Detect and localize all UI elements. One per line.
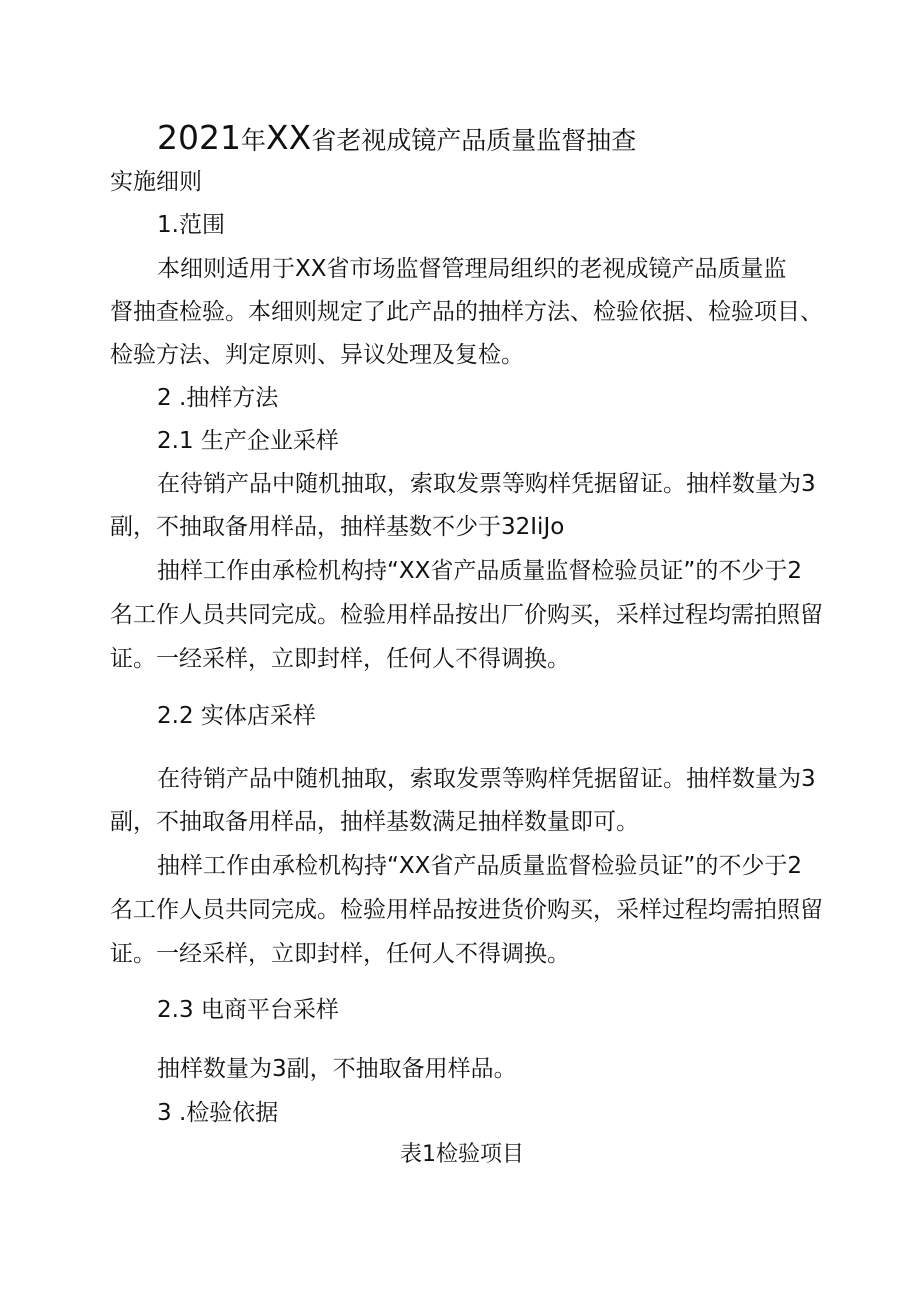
subsection-heading-ecommerce: 2.3 电商平台采样 xyxy=(157,997,339,1023)
paragraph-line: 证。一经采样，立即封样，任何人不得调换。 xyxy=(110,941,570,967)
title-year: 2021 xyxy=(157,118,241,157)
paragraph-line: 副，不抽取备用样品，抽样基数满足抽样数量即可。 xyxy=(110,809,639,835)
section-heading-sampling: 2 .抽样方法 xyxy=(157,385,279,411)
subsection-heading-manufacturer: 2.1 生产企业采样 xyxy=(157,428,339,454)
document-subtitle: 实施细则 xyxy=(110,169,202,195)
title-year-suffix: 年 xyxy=(240,126,266,155)
subsection-heading-store: 2.2 实体店采样 xyxy=(157,703,316,729)
paragraph-line: 检验方法、判定原则、异议处理及复检。 xyxy=(110,342,524,368)
paragraph-line: 抽样工作由承检机构持“XX省产品质量监督检验员证”的不少于2 xyxy=(157,853,802,879)
document-title xyxy=(157,120,636,159)
paragraph-line: 抽样数量为3副，不抽取备用样品。 xyxy=(157,1056,517,1082)
paragraph-line: 本细则适用于XX省市场监督管理局组织的老视成镜产品质量监 xyxy=(157,256,787,282)
paragraph-line: 督抽查检验。本细则规定了此产品的抽样方法、检验依据、检验项目、 xyxy=(110,299,823,325)
section-heading-basis: 3 .检验依据 xyxy=(157,1100,279,1126)
section-heading-scope: 1.范围 xyxy=(157,212,225,238)
paragraph-line: 名工作人员共同完成。检验用样品按出厂价购买，采样过程均需拍照留 xyxy=(110,602,823,628)
paragraph-line: 副，不抽取备用样品，抽样基数不少于32IiJo xyxy=(110,514,565,540)
paragraph-line: 抽样工作由承检机构持“XX省产品质量监督检验员证”的不少于2 xyxy=(157,558,802,584)
paragraph-line: 在待销产品中随机抽取，索取发票等购样凭据留证。抽样数量为3 xyxy=(157,766,816,792)
table-caption: 表1检验项目 xyxy=(400,1142,524,1167)
title-rest: 省老视成镜产品质量监督抽查 xyxy=(311,126,637,155)
paragraph-line: 证。一经采样，立即封样，任何人不得调换。 xyxy=(110,646,570,672)
paragraph-line: 在待销产品中随机抽取，索取发票等购样凭据留证。抽样数量为3 xyxy=(157,471,816,497)
paragraph-line: 名工作人员共同完成。检验用样品按进货价购买，采样过程均需拍照留 xyxy=(110,897,823,923)
title-province: XX xyxy=(266,118,312,157)
